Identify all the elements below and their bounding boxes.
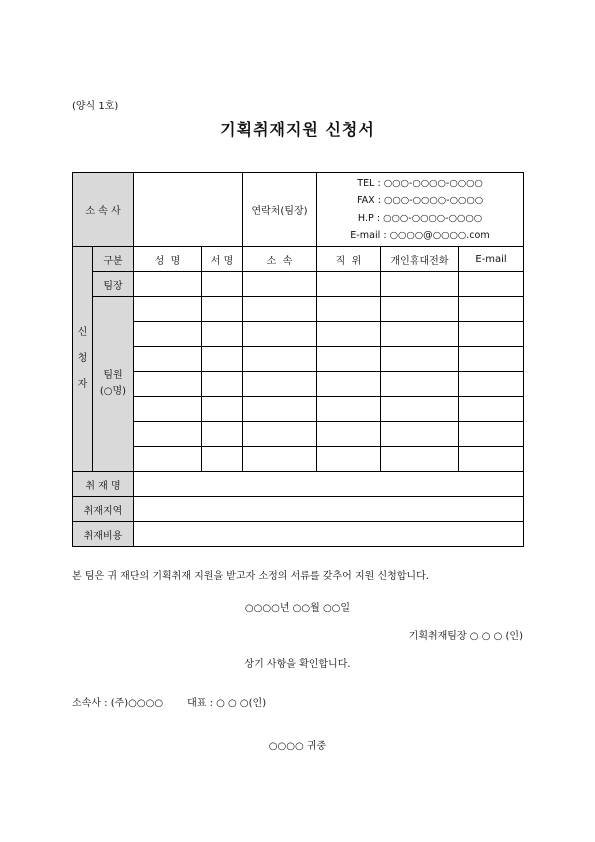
coverage-cost-label: 취재비용 [73, 522, 134, 547]
input-cell[interactable] [243, 397, 317, 422]
input-cell[interactable] [134, 322, 202, 347]
input-cell[interactable] [317, 272, 381, 297]
input-cell[interactable] [317, 422, 381, 447]
input-cell[interactable] [202, 422, 243, 447]
contact-tel: TEL : ○○○-○○○○-○○○○ [357, 177, 483, 189]
input-cell[interactable] [243, 322, 317, 347]
input-cell[interactable] [459, 397, 524, 422]
input-cell[interactable] [317, 372, 381, 397]
input-cell[interactable] [134, 447, 202, 472]
leader-signature: 기획취재팀장 ○ ○ ○ (인) [408, 631, 523, 642]
input-cell[interactable] [134, 297, 202, 322]
contact-label: 연락처(팀장) [243, 173, 317, 247]
column-header-signature: 서 명 [202, 247, 243, 272]
input-cell[interactable] [202, 272, 243, 297]
applicant-label-2: 청 [77, 353, 88, 364]
column-header-email: E-mail [459, 247, 524, 272]
input-cell[interactable] [381, 322, 459, 347]
coverage-cost-field[interactable] [134, 522, 524, 547]
input-cell[interactable] [243, 272, 317, 297]
contact-email: E-mail : ○○○○@○○○○.com [350, 230, 490, 241]
company-name: 소속사 : (주)○○○○ [72, 698, 164, 709]
confirmation-text: 상기 사항을 확인합니다. [244, 659, 351, 670]
column-header-position: 직 위 [317, 247, 381, 272]
input-cell[interactable] [243, 297, 317, 322]
input-cell[interactable] [202, 447, 243, 472]
input-cell[interactable] [459, 447, 524, 472]
application-table [72, 172, 524, 547]
input-cell[interactable] [459, 272, 524, 297]
form-number: (양식 1호) [72, 101, 119, 112]
applicant-label-1: 신 [77, 327, 88, 338]
input-cell[interactable] [381, 397, 459, 422]
input-cell[interactable] [381, 447, 459, 472]
input-cell[interactable] [134, 397, 202, 422]
column-header-category: 구분 [93, 247, 134, 272]
input-cell[interactable] [459, 322, 524, 347]
input-cell[interactable] [202, 397, 243, 422]
contact-fax: FAX : ○○○-○○○○-○○○○ [356, 195, 484, 206]
input-cell[interactable] [381, 422, 459, 447]
declaration-text: 본 팀은 귀 재단의 기획취재 지원을 받고자 소정의 서류를 갖추어 지원 신청합니다. [72, 571, 429, 582]
input-cell[interactable] [202, 297, 243, 322]
coverage-name-label: 취 재 명 [73, 472, 134, 497]
input-cell[interactable] [381, 372, 459, 397]
input-cell[interactable] [381, 272, 459, 297]
input-cell[interactable] [243, 347, 317, 372]
input-cell[interactable] [134, 422, 202, 447]
member-label: 팀원 (○명) [93, 297, 134, 472]
input-cell[interactable] [134, 347, 202, 372]
input-cell[interactable] [202, 347, 243, 372]
representative: 대표 : ○ ○ ○(인) [187, 698, 267, 709]
contact-info [317, 173, 524, 247]
coverage-region-field[interactable] [134, 497, 524, 522]
affiliation-field[interactable] [134, 173, 243, 247]
input-cell[interactable] [459, 347, 524, 372]
coverage-region-label: 취재지역 [73, 497, 134, 522]
applicant-label-3: 자 [77, 379, 88, 390]
input-cell[interactable] [459, 297, 524, 322]
input-cell[interactable] [202, 322, 243, 347]
affiliation-label: 소 속 사 [73, 173, 134, 247]
input-cell[interactable] [381, 347, 459, 372]
input-cell[interactable] [317, 397, 381, 422]
input-cell[interactable] [134, 372, 202, 397]
application-date: ○○○○년 ○○월 ○○일 [244, 603, 351, 614]
contact-hp: H.P : ○○○-○○○○-○○○○ [357, 212, 483, 224]
company-line [72, 694, 266, 709]
page-title: 기획취재지원 신청서 [220, 120, 375, 139]
applicant-label [73, 247, 93, 472]
column-header-mobile: 개인휴대전화 [381, 247, 459, 272]
input-cell[interactable] [317, 297, 381, 322]
input-cell[interactable] [459, 422, 524, 447]
column-header-affiliation: 소 속 [243, 247, 317, 272]
coverage-name-field[interactable] [134, 472, 524, 497]
input-cell[interactable] [202, 372, 243, 397]
input-cell[interactable] [243, 372, 317, 397]
input-cell[interactable] [317, 347, 381, 372]
recipient: ○○○○ 귀중 [268, 741, 327, 752]
leader-label: 팀장 [93, 272, 134, 297]
input-cell[interactable] [381, 297, 459, 322]
input-cell[interactable] [134, 272, 202, 297]
input-cell[interactable] [243, 422, 317, 447]
input-cell[interactable] [243, 447, 317, 472]
input-cell[interactable] [317, 322, 381, 347]
input-cell[interactable] [317, 447, 381, 472]
input-cell[interactable] [459, 372, 524, 397]
column-header-name: 성 명 [134, 247, 202, 272]
